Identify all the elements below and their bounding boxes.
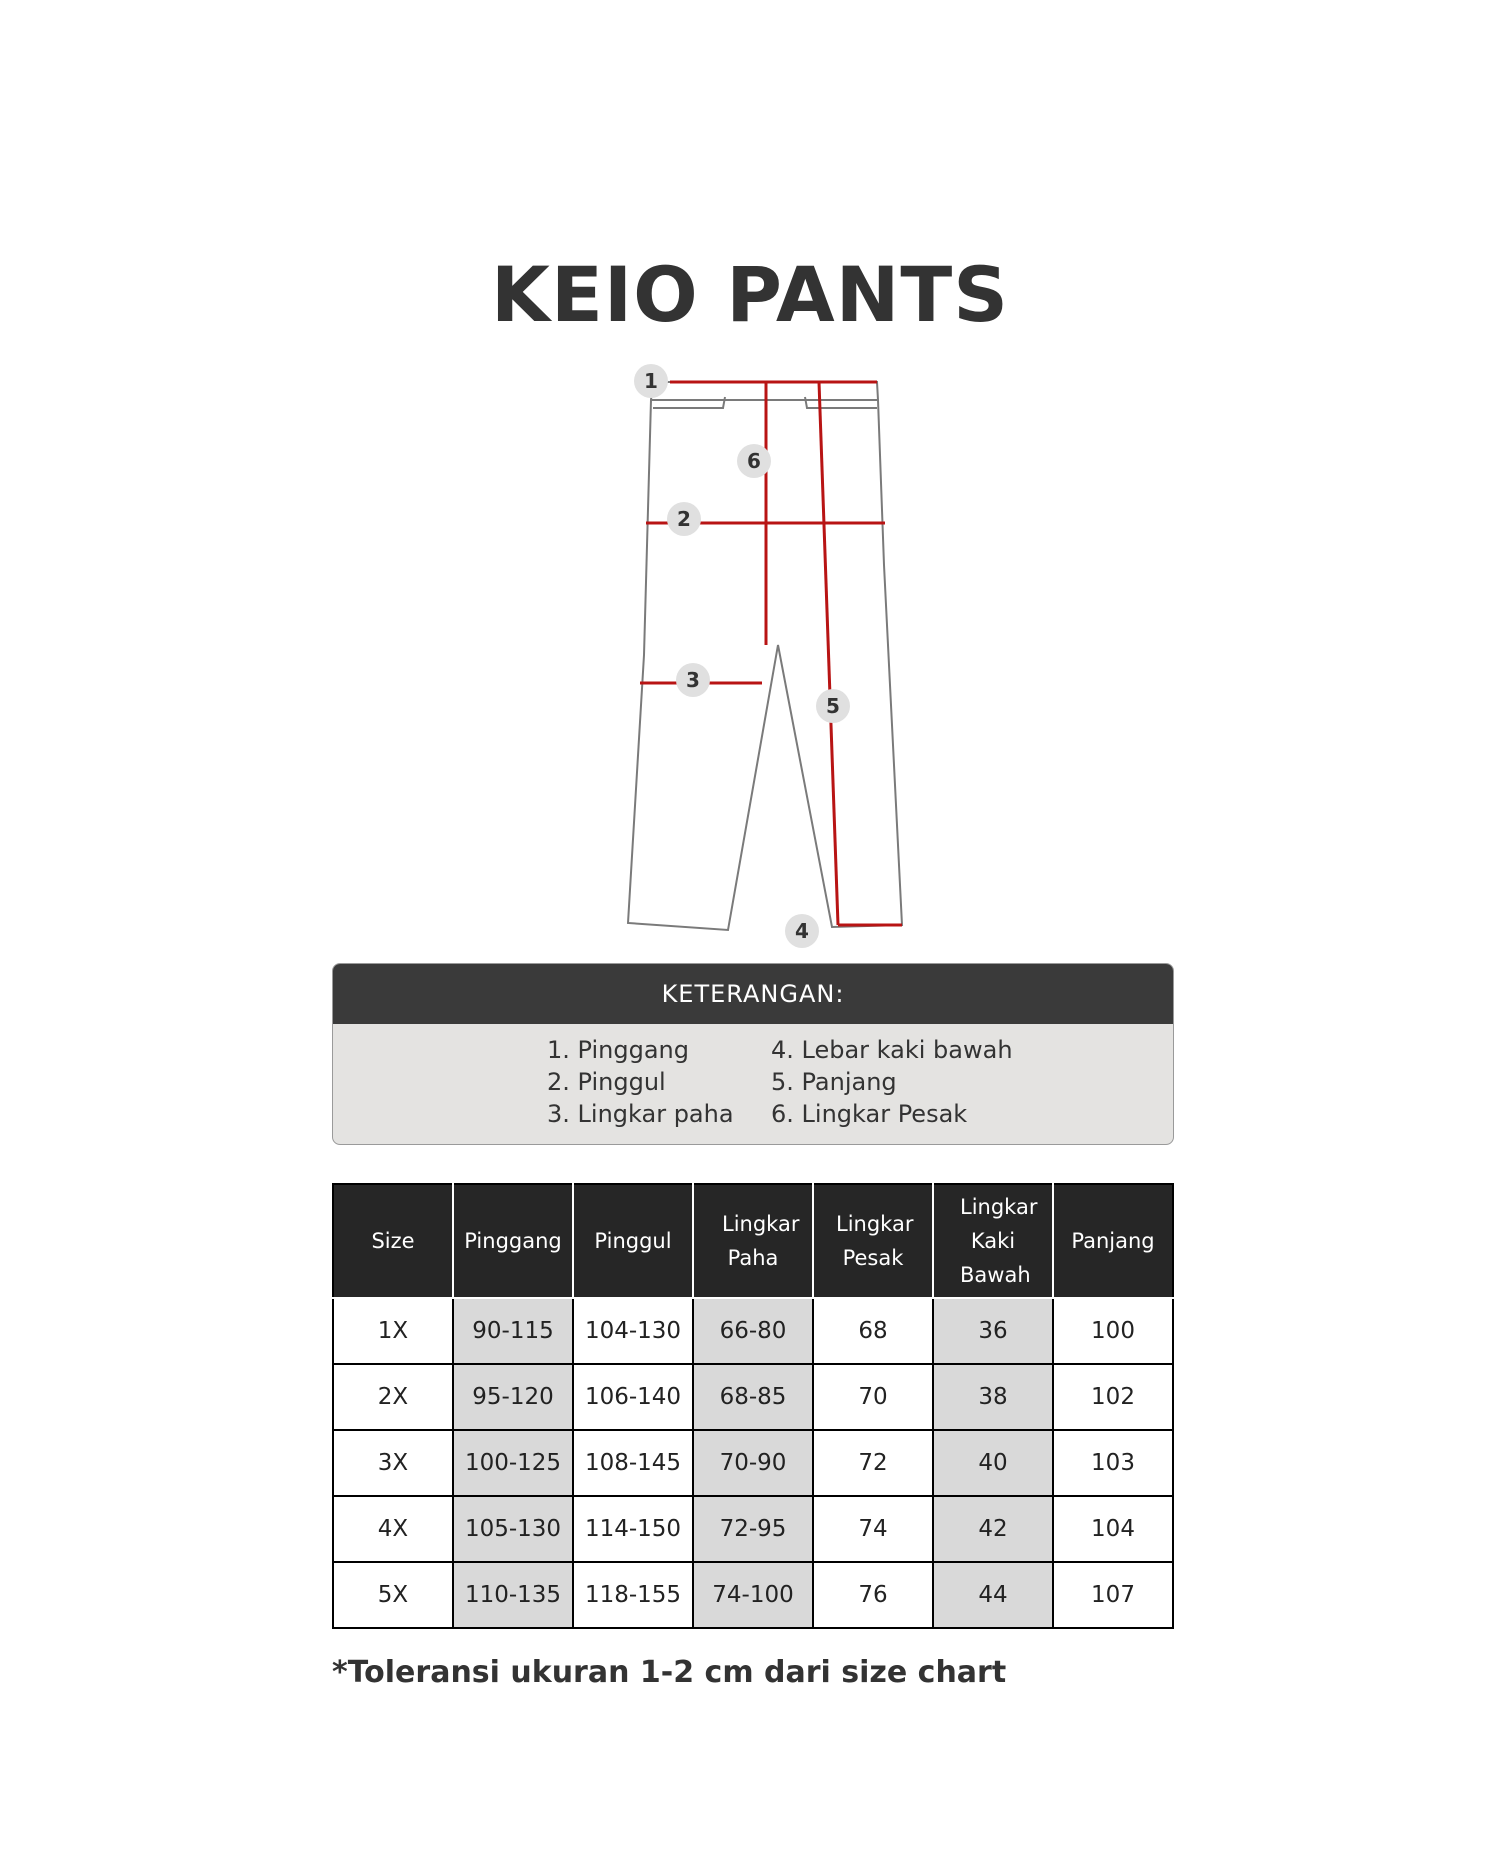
table-cell: 102: [1053, 1364, 1173, 1430]
table-cell: 3X: [333, 1430, 453, 1496]
marker-3: [676, 663, 710, 697]
page-title: KEIO PANTS: [491, 250, 1009, 339]
table-cell: 114-150: [573, 1496, 693, 1562]
table-cell: 36: [933, 1298, 1053, 1364]
table-cell: 5X: [333, 1562, 453, 1628]
table-row: [333, 1562, 1173, 1628]
legend-item: 4. Lebar kaki bawah: [771, 1036, 1013, 1064]
table-cell: 42: [933, 1496, 1053, 1562]
table-cell: 38: [933, 1364, 1053, 1430]
legend-right-list: [771, 1034, 1013, 1130]
table-cell: 103: [1053, 1430, 1173, 1496]
legend-item: 5. Panjang: [771, 1068, 897, 1096]
table-cell: 100-125: [453, 1430, 573, 1496]
legend-item: 1. Pinggang: [547, 1036, 689, 1064]
pants-diagram: [600, 355, 960, 955]
svg-text:6: 6: [747, 449, 761, 473]
table-cell: 107: [1053, 1562, 1173, 1628]
table-cell: 44: [933, 1562, 1053, 1628]
table-cell: 72-95: [693, 1496, 813, 1562]
svg-text:4: 4: [795, 919, 809, 943]
table-row: [333, 1496, 1173, 1562]
table-cell: 110-135: [453, 1562, 573, 1628]
legend-item: 2. Pinggul: [547, 1068, 666, 1096]
table-cell: 70-90: [693, 1430, 813, 1496]
table-cell: 2X: [333, 1364, 453, 1430]
table-cell: 90-115: [453, 1298, 573, 1364]
column-header-size: Size: [333, 1184, 453, 1298]
table-cell: 70: [813, 1364, 933, 1430]
table-cell: 104-130: [573, 1298, 693, 1364]
legend-left-list: [547, 1034, 734, 1130]
column-header-pinggang: Pinggang: [453, 1184, 573, 1298]
table-cell: 104: [1053, 1496, 1173, 1562]
table-cell: 106-140: [573, 1364, 693, 1430]
table-cell: 1X: [333, 1298, 453, 1364]
column-header-lingkar-pesak: Lingkar Pesak: [813, 1184, 933, 1298]
svg-text:3: 3: [686, 668, 700, 692]
table-cell: 76: [813, 1562, 933, 1628]
table-cell: 118-155: [573, 1562, 693, 1628]
table-row: [333, 1430, 1173, 1496]
table-cell: 100: [1053, 1298, 1173, 1364]
svg-text:1: 1: [644, 369, 658, 393]
table-header-row: [333, 1184, 1173, 1298]
table-cell: 105-130: [453, 1496, 573, 1562]
legend-item: 6. Lingkar Pesak: [771, 1100, 968, 1128]
column-header-panjang: Panjang: [1053, 1184, 1173, 1298]
table-cell: 4X: [333, 1496, 453, 1562]
marker-1: [634, 364, 668, 398]
size-chart-table: [332, 1183, 1174, 1629]
table-cell: 74-100: [693, 1562, 813, 1628]
marker-6: [737, 444, 771, 478]
table-cell: 68: [813, 1298, 933, 1364]
legend-item: 3. Lingkar paha: [547, 1100, 734, 1128]
marker-2: [667, 502, 701, 536]
table-cell: 66-80: [693, 1298, 813, 1364]
table-cell: 72: [813, 1430, 933, 1496]
column-header-pinggul: Pinggul: [573, 1184, 693, 1298]
table-row: [333, 1364, 1173, 1430]
table-cell: 95-120: [453, 1364, 573, 1430]
legend-header: KETERANGAN:: [333, 964, 1173, 1024]
column-header-lingkar-kaki-bawah: Lingkar Kaki Bawah: [933, 1184, 1053, 1298]
legend-box: [332, 963, 1174, 1145]
marker-4: [785, 914, 819, 948]
marker-5: [816, 689, 850, 723]
column-header-lingkar-paha: Lingkar Paha: [693, 1184, 813, 1298]
table-cell: 68-85: [693, 1364, 813, 1430]
svg-text:5: 5: [826, 694, 840, 718]
table-cell: 74: [813, 1496, 933, 1562]
table-row: [333, 1298, 1173, 1364]
table-cell: 40: [933, 1430, 1053, 1496]
table-cell: 108-145: [573, 1430, 693, 1496]
svg-text:2: 2: [677, 507, 691, 531]
tolerance-note: *Toleransi ukuran 1-2 cm dari size chart: [332, 1655, 1007, 1690]
